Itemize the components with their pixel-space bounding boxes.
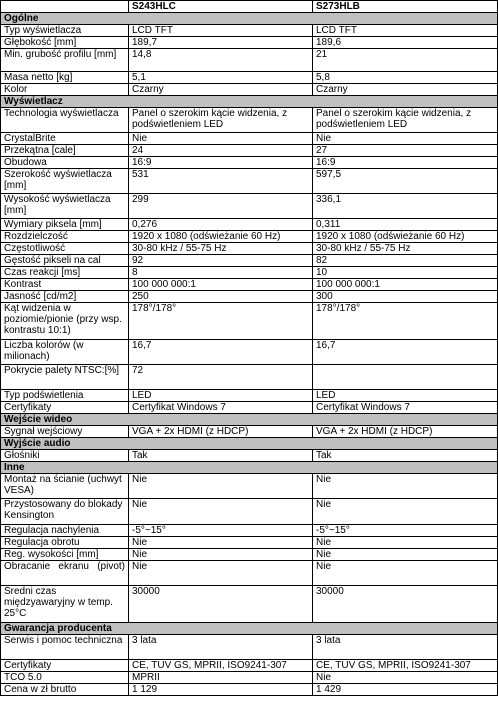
table-row — [1, 450, 498, 462]
spec-label: Średni czas międzyawaryjny w temp. 25°C — [1, 586, 129, 623]
spec-label: Cena w zł brutto — [1, 684, 129, 696]
spec-value-b: 597,5 — [313, 169, 498, 194]
spec-value-b: Certyfikat Windows 7 — [313, 402, 498, 414]
table-row — [1, 108, 498, 133]
spec-label: Liczba kolorów (w milionach) — [1, 340, 129, 365]
header-model-a: S243HLC — [129, 1, 313, 13]
table-row — [1, 525, 498, 537]
spec-value-a: 16:9 — [129, 157, 313, 169]
spec-value-b: 0,311 — [313, 219, 498, 231]
table-row — [1, 660, 498, 672]
spec-value-a: 8 — [129, 267, 313, 279]
table-row — [1, 474, 498, 499]
table-row — [1, 231, 498, 243]
spec-value-b: 5,8 — [313, 72, 498, 84]
section-title: Wyjście audio — [1, 438, 498, 450]
section-title: Inne — [1, 462, 498, 474]
section-title: Wejście wideo — [1, 414, 498, 426]
spec-value-b: Panel o szerokim kącie widzenia, z podświetleniem LED — [313, 108, 498, 133]
spec-value-b: Nie — [313, 549, 498, 561]
table-row — [1, 72, 498, 84]
spec-value-a: 30-80 kHz / 55-75 Hz — [129, 243, 313, 255]
spec-value-b: 336,1 — [313, 194, 498, 219]
spec-value-a: Tak — [129, 450, 313, 462]
spec-value-b: 30-80 kHz / 55-75 Hz — [313, 243, 498, 255]
spec-value-a: 14,8 — [129, 49, 313, 72]
spec-value-a: 0,276 — [129, 219, 313, 231]
spec-label: Montaż na ścianie (uchwyt VESA) — [1, 474, 129, 499]
spec-label: Technologia wyświetlacza — [1, 108, 129, 133]
spec-label: Częstotliwość — [1, 243, 129, 255]
spec-value-a: Nie — [129, 499, 313, 525]
spec-label: Obudowa — [1, 157, 129, 169]
table-row — [1, 194, 498, 219]
spec-label: Szerokość wyświetlacza [mm] — [1, 169, 129, 194]
spec-value-b: Nie — [313, 561, 498, 586]
spec-body — [1, 13, 498, 696]
spec-value-a: Nie — [129, 549, 313, 561]
spec-label: Reg. wysokości [mm] — [1, 549, 129, 561]
table-row — [1, 561, 498, 586]
spec-label: Głośniki — [1, 450, 129, 462]
table-row — [1, 145, 498, 157]
table-row — [1, 157, 498, 169]
spec-value-a: 3 lata — [129, 635, 313, 660]
table-row — [1, 426, 498, 438]
table-row — [1, 291, 498, 303]
spec-value-a: Nie — [129, 474, 313, 499]
table-row — [1, 635, 498, 660]
spec-value-b: 82 — [313, 255, 498, 267]
section-header — [1, 462, 498, 474]
table-row — [1, 549, 498, 561]
spec-value-b: 300 — [313, 291, 498, 303]
section-title: Ogólne — [1, 13, 498, 25]
header-model-b: S273HLB — [313, 1, 498, 13]
spec-value-b: Nie — [313, 474, 498, 499]
spec-value-a: VGA + 2x HDMI (z HDCP) — [129, 426, 313, 438]
spec-label: TCO 5.0 — [1, 672, 129, 684]
spec-value-a: 250 — [129, 291, 313, 303]
section-header — [1, 13, 498, 25]
spec-value-b: Tak — [313, 450, 498, 462]
table-row — [1, 586, 498, 623]
spec-value-a: Nie — [129, 537, 313, 549]
spec-value-b: Nie — [313, 499, 498, 525]
spec-value-b: -5°~15° — [313, 525, 498, 537]
table-row — [1, 402, 498, 414]
section-header — [1, 623, 498, 635]
spec-value-b: 1 429 — [313, 684, 498, 696]
spec-label: Kąt widzenia w poziomie/pionie (przy wsp. kontrastu 10:1) — [1, 303, 129, 340]
header-blank — [1, 1, 129, 13]
spec-value-a: Nie — [129, 561, 313, 586]
spec-value-a: -5°~15° — [129, 525, 313, 537]
section-header — [1, 414, 498, 426]
spec-value-a: 5,1 — [129, 72, 313, 84]
table-row — [1, 340, 498, 365]
spec-label: Czas reakcji [ms] — [1, 267, 129, 279]
table-row — [1, 255, 498, 267]
spec-value-a: 178°/178° — [129, 303, 313, 340]
spec-value-a: 100 000 000:1 — [129, 279, 313, 291]
spec-label: Gęstość pikseli na cal — [1, 255, 129, 267]
spec-label: Głębokość [mm] — [1, 37, 129, 49]
spec-label: Rozdzielczość — [1, 231, 129, 243]
spec-value-a: Panel o szerokim kącie widzenia, z podświetleniem LED — [129, 108, 313, 133]
section-header — [1, 438, 498, 450]
spec-value-a: Czarny — [129, 84, 313, 96]
spec-value-b: Czarny — [313, 84, 498, 96]
table-row — [1, 537, 498, 549]
spec-value-b: 10 — [313, 267, 498, 279]
section-title: Gwarancja producenta — [1, 623, 498, 635]
spec-value-a: 24 — [129, 145, 313, 157]
table-row — [1, 684, 498, 696]
spec-label: Wymiary piksela [mm] — [1, 219, 129, 231]
table-row — [1, 243, 498, 255]
spec-value-b: CE, TUV GS, MPRII, ISO9241-307 — [313, 660, 498, 672]
spec-label: Obracanie ekranu (pivot) — [1, 561, 129, 586]
spec-label: Certyfikaty — [1, 660, 129, 672]
spec-value-b: 27 — [313, 145, 498, 157]
spec-value-b: 16,7 — [313, 340, 498, 365]
spec-label: Serwis i pomoc techniczna — [1, 635, 129, 660]
spec-value-a: 189,7 — [129, 37, 313, 49]
spec-label: Regulacja obrotu — [1, 537, 129, 549]
spec-label: Sygnał wejściowy — [1, 426, 129, 438]
spec-label: Przekątna [cale] — [1, 145, 129, 157]
table-row — [1, 169, 498, 194]
spec-value-b: Nie — [313, 133, 498, 145]
spec-label: Min. grubość profilu [mm] — [1, 49, 129, 72]
spec-value-b: LED — [313, 390, 498, 402]
spec-value-b: 21 — [313, 49, 498, 72]
spec-value-a: Certyfikat Windows 7 — [129, 402, 313, 414]
table-row — [1, 303, 498, 340]
table-row — [1, 499, 498, 525]
spec-value-b: 100 000 000:1 — [313, 279, 498, 291]
spec-label: Kolor — [1, 84, 129, 96]
spec-label: Pokrycie palety NTSC:[%] — [1, 365, 129, 390]
table-row — [1, 37, 498, 49]
table-row — [1, 219, 498, 231]
spec-label: Wysokość wyświetlacza [mm] — [1, 194, 129, 219]
spec-value-b: Nie — [313, 672, 498, 684]
spec-value-a: MPRII — [129, 672, 313, 684]
table-row — [1, 279, 498, 291]
spec-value-a: Nie — [129, 133, 313, 145]
spec-value-a: CE, TUV GS, MPRII, ISO9241-307 — [129, 660, 313, 672]
spec-value-b: VGA + 2x HDMI (z HDCP) — [313, 426, 498, 438]
spec-label: Certyfikaty — [1, 402, 129, 414]
spec-label: CrystalBrite — [1, 133, 129, 145]
spec-value-a: 1 129 — [129, 684, 313, 696]
spec-label: Typ wyświetlacza — [1, 25, 129, 37]
header-row — [1, 1, 498, 13]
table-row — [1, 390, 498, 402]
table-row — [1, 365, 498, 390]
section-header — [1, 96, 498, 108]
spec-value-b: Nie — [313, 537, 498, 549]
spec-label: Masa netto [kg] — [1, 72, 129, 84]
spec-value-b: LCD TFT — [313, 25, 498, 37]
spec-label: Przystosowany do blokady Kensington — [1, 499, 129, 525]
spec-value-b: 30000 — [313, 586, 498, 623]
spec-value-b: 189,6 — [313, 37, 498, 49]
spec-value-a: LED — [129, 390, 313, 402]
spec-value-b — [313, 365, 498, 390]
spec-label: Jasność [cd/m2] — [1, 291, 129, 303]
spec-value-a: 30000 — [129, 586, 313, 623]
spec-value-b: 3 lata — [313, 635, 498, 660]
spec-value-b: 1920 x 1080 (odświeżanie 60 Hz) — [313, 231, 498, 243]
spec-value-a: 1920 x 1080 (odświeżanie 60 Hz) — [129, 231, 313, 243]
table-row — [1, 133, 498, 145]
spec-value-a: LCD TFT — [129, 25, 313, 37]
spec-value-b: 16:9 — [313, 157, 498, 169]
table-row — [1, 84, 498, 96]
spec-value-a: 16,7 — [129, 340, 313, 365]
spec-value-a: 72 — [129, 365, 313, 390]
table-row — [1, 267, 498, 279]
spec-value-a: 299 — [129, 194, 313, 219]
table-row — [1, 672, 498, 684]
section-title: Wyświetlacz — [1, 96, 498, 108]
table-row — [1, 49, 498, 72]
spec-value-a: 531 — [129, 169, 313, 194]
spec-value-a: 92 — [129, 255, 313, 267]
spec-value-b: 178°/178° — [313, 303, 498, 340]
table-row — [1, 25, 498, 37]
spec-label: Typ podświetlenia — [1, 390, 129, 402]
spec-label: Kontrast — [1, 279, 129, 291]
spec-label: Regulacja nachylenia — [1, 525, 129, 537]
